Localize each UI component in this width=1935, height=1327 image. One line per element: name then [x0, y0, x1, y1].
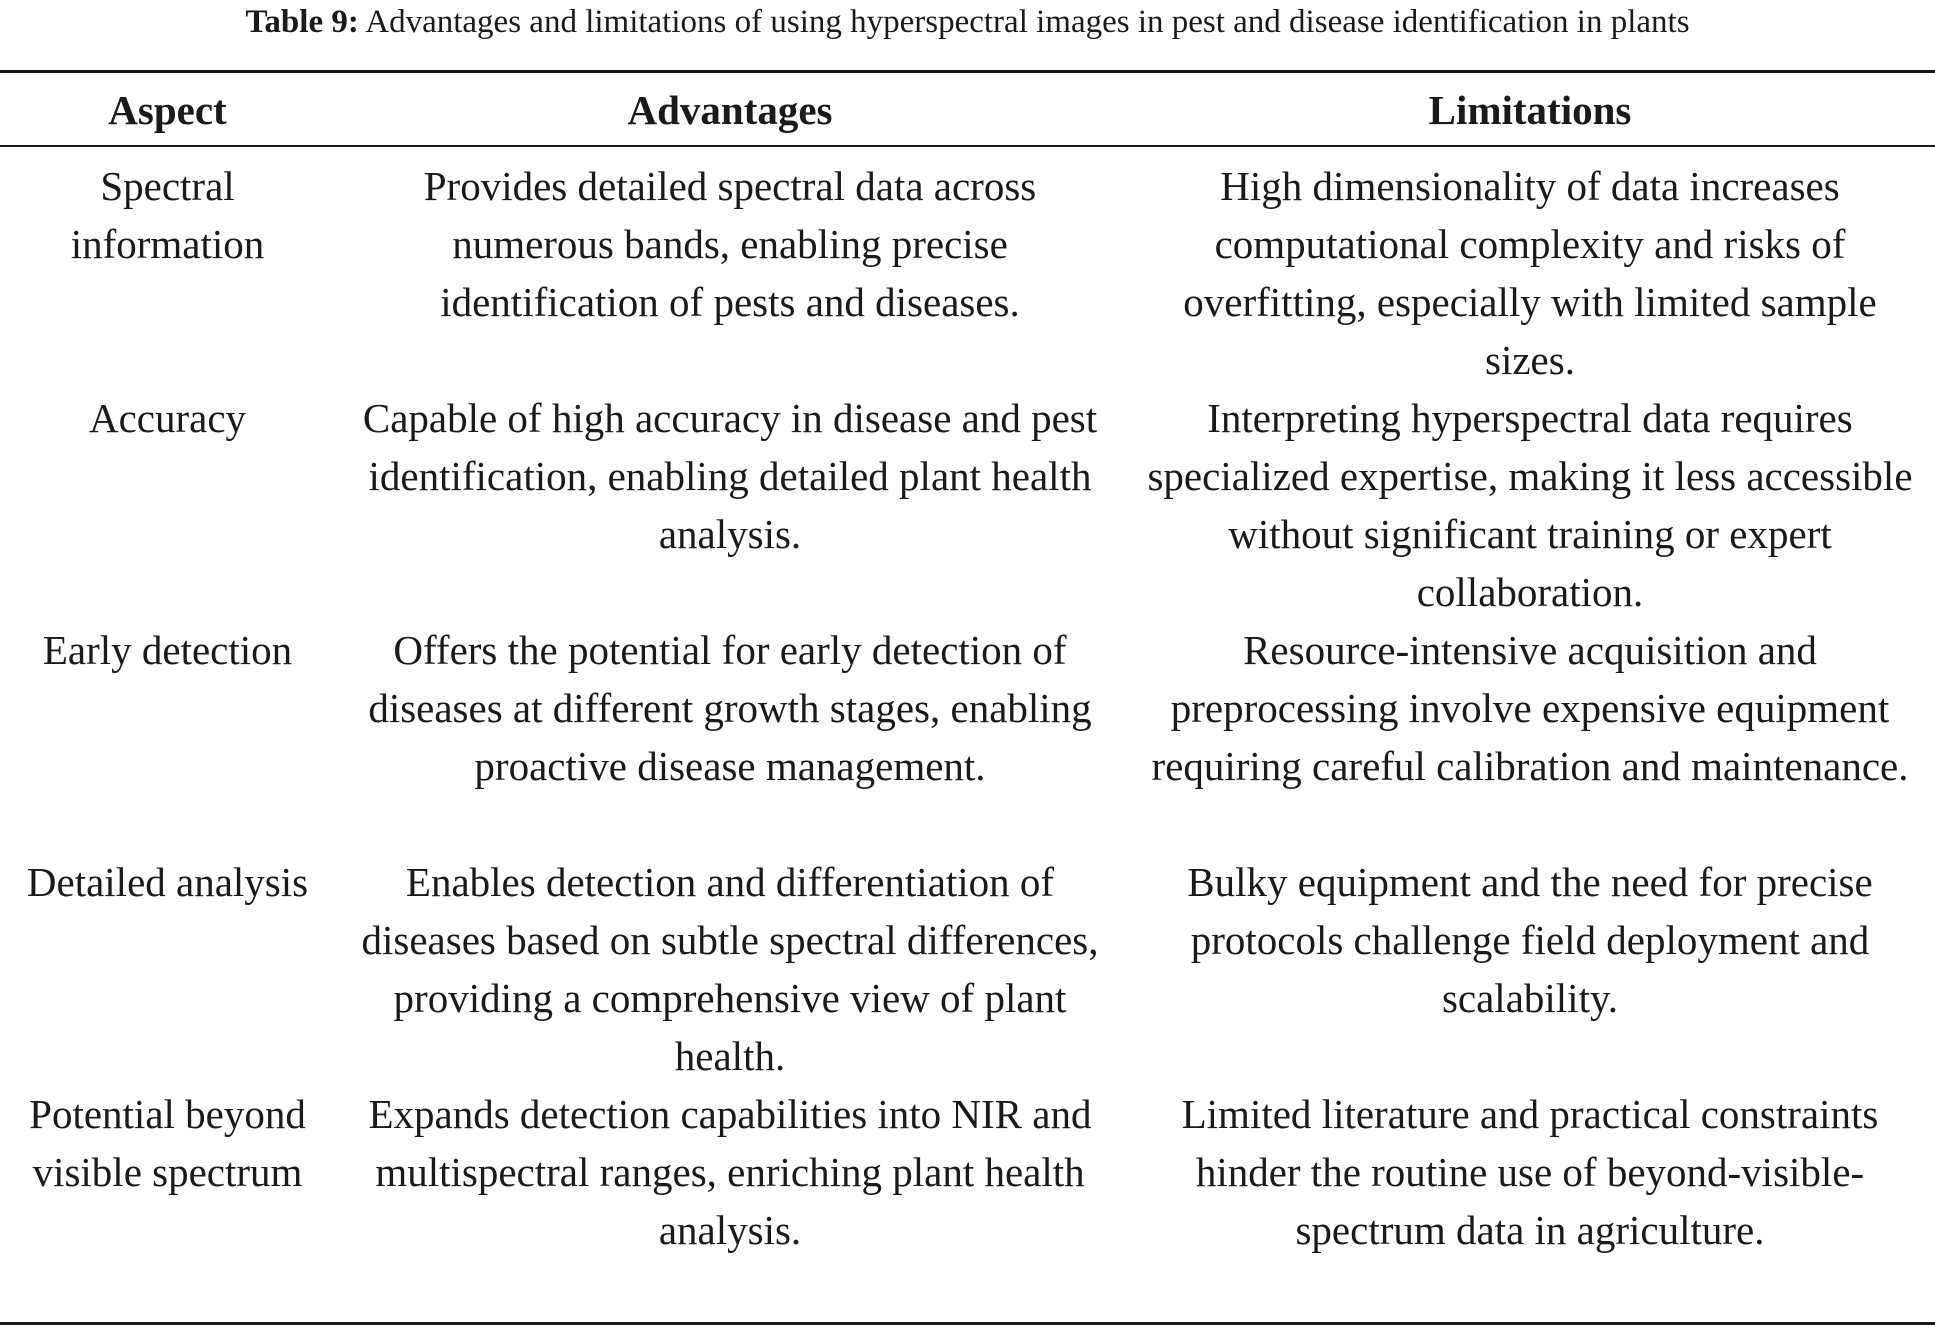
- table-row: [0, 157, 1935, 389]
- table-header-row: [0, 80, 1935, 140]
- cell-limitations: Interpreting hyperspectral data requires specialized expertise, making it less accessible without significant training or expert collaboration.: [1147, 395, 1913, 615]
- cell-aspect: Detailed analysis: [26, 859, 309, 905]
- cell-advantages: Offers the potential for early detection of diseases at different growth stages, enabling proactive disease management.: [368, 627, 1092, 789]
- cell-advantages: Enables detection and differentiation of diseases based on subtle spectral differences, providing a comprehensive view of plant health.: [361, 859, 1099, 1079]
- cell-limitations: High dimensionality of data increases computational complexity and risks of overfitting, especially with limited sample sizes.: [1183, 163, 1877, 383]
- bottom-rule: [0, 1322, 1935, 1325]
- cell-advantages: Provides detailed spectral data across numerous bands, enabling precise identification of pests and diseases.: [423, 163, 1037, 325]
- table-row: [0, 621, 1935, 853]
- table-row: [0, 389, 1935, 621]
- header-advantages: Advantages: [627, 87, 833, 133]
- table-row: [0, 1085, 1935, 1317]
- header-rule: [0, 145, 1935, 147]
- cell-limitations: Limited literature and practical constraints hinder the routine use of beyond-visible-spectrum data in agriculture.: [1181, 1091, 1879, 1253]
- cell-aspect: Early detection: [42, 627, 293, 673]
- cell-advantages: Expands detection capabilities into NIR and multispectral ranges, enriching plant health analysis.: [368, 1091, 1092, 1253]
- cell-advantages: Capable of high accuracy in disease and pest identification, enabling detailed plant health analysis.: [362, 395, 1098, 557]
- header-aspect: Aspect: [108, 87, 227, 133]
- top-rule: [0, 70, 1935, 73]
- caption-label: Table 9:: [245, 4, 359, 40]
- header-limitations: Limitations: [1428, 87, 1632, 133]
- cell-aspect: Spectral information: [70, 163, 265, 267]
- cell-aspect: Potential beyond visible spectrum: [29, 1091, 306, 1195]
- cell-aspect: Accuracy: [88, 395, 247, 441]
- table-caption: [0, 0, 1935, 44]
- table-row: [0, 853, 1935, 1085]
- cell-limitations: Resource-intensive acquisition and preprocessing involve expensive equipment requiring careful calibration and maintenance.: [1151, 627, 1909, 789]
- caption-text: Advantages and limitations of using hyperspectral images in pest and disease identification in plants: [365, 4, 1690, 40]
- cell-limitations: Bulky equipment and the need for precise protocols challenge field deployment and scalability.: [1187, 859, 1873, 1021]
